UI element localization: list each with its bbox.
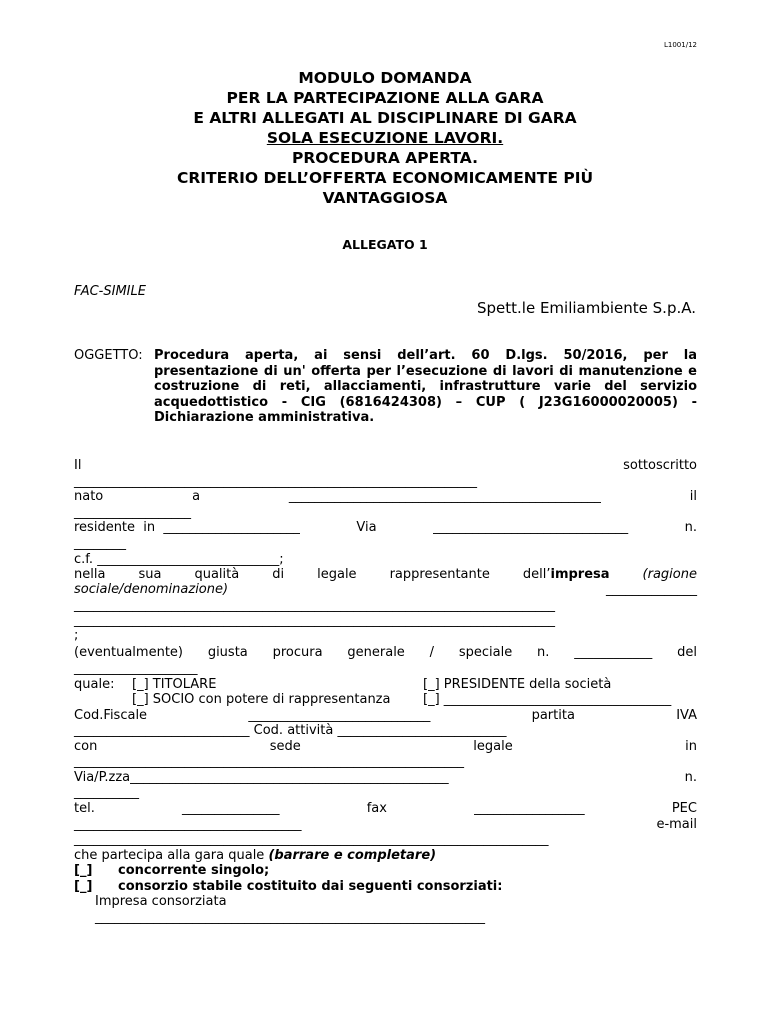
fax-field[interactable]: _________________ bbox=[474, 801, 585, 816]
socio-checkbox[interactable]: [_] SOCIO con potere di rappresentanza bbox=[132, 692, 391, 707]
other-role-checkbox[interactable]: [_] ___________________________________ bbox=[423, 692, 672, 707]
pec-label: PEC bbox=[671, 801, 697, 816]
sede-field[interactable]: ____________________________________________________________ bbox=[74, 754, 464, 769]
impresa-word: impresa bbox=[550, 567, 610, 582]
cf-label: c.f. bbox=[74, 552, 94, 567]
pec-field[interactable]: ___________________________________ bbox=[74, 817, 302, 832]
in-label: in bbox=[143, 520, 156, 535]
civic-number-field[interactable]: __________ bbox=[74, 785, 139, 800]
number-label: n. bbox=[684, 520, 697, 535]
tel-label: tel. bbox=[74, 801, 95, 816]
cf-row bbox=[74, 552, 284, 567]
semicolon: ; bbox=[74, 628, 79, 643]
form-row-viapzza bbox=[74, 770, 697, 785]
eventualmente-word: (eventualmente) bbox=[74, 645, 183, 660]
title-line-7: VANTAGGIOSA bbox=[322, 189, 448, 207]
form-row-pec bbox=[74, 817, 697, 832]
procura-date-field[interactable]: ___________________ bbox=[74, 661, 198, 676]
di-word: di bbox=[272, 567, 285, 582]
concorrente-label: concorrente singolo; bbox=[118, 863, 270, 878]
impresa-consorziata-field[interactable]: ____________________________________________________________ bbox=[95, 910, 485, 925]
form-row-codfisc bbox=[74, 708, 697, 723]
residente-label: residente bbox=[74, 520, 136, 535]
title-line-3: E ALTRI ALLEGATI AL DISCIPLINARE DI GARA bbox=[193, 109, 577, 127]
concorrente-checkbox[interactable]: [_] bbox=[74, 863, 93, 878]
con-word: con bbox=[74, 739, 98, 754]
partita-label: partita bbox=[531, 708, 575, 723]
partecipa-text: che partecipa alla gara quale bbox=[74, 848, 265, 863]
codattivita-row bbox=[74, 723, 506, 738]
cod-fiscale-label: Cod.Fiscale bbox=[74, 708, 148, 723]
form-row-residente bbox=[74, 520, 697, 535]
fac-simile-label: FAC-SIMILE bbox=[74, 284, 146, 299]
generale-word: generale bbox=[347, 645, 405, 660]
title-line-2: PER LA PARTECIPAZIONE ALLA GARA bbox=[226, 89, 544, 107]
form-row-sociale bbox=[74, 582, 697, 597]
procura-number-field[interactable]: ____________ bbox=[574, 645, 653, 660]
oggetto-label: OGGETTO: bbox=[74, 348, 143, 363]
del-word: del bbox=[677, 645, 697, 660]
birthdate-field[interactable]: __________________ bbox=[74, 505, 191, 520]
cod-fiscale-field[interactable]: ____________________________ bbox=[248, 708, 431, 723]
sua-word: sua bbox=[138, 567, 162, 582]
title-line-1: MODULO DOMANDA bbox=[298, 69, 472, 87]
form-row-il bbox=[74, 458, 697, 473]
ragione-word: (ragione bbox=[642, 567, 697, 582]
title-line-5: PROCEDURA APERTA. bbox=[292, 149, 478, 167]
nato-label: nato bbox=[74, 489, 104, 504]
form-row-nato bbox=[74, 489, 697, 504]
document-code: L1001/12 bbox=[664, 41, 697, 49]
allegato-label: ALLEGATO 1 bbox=[342, 237, 428, 252]
via-label: Via bbox=[356, 520, 377, 535]
birthplace-field[interactable]: ________________________________________________ bbox=[288, 489, 601, 504]
concorrente-row bbox=[74, 863, 92, 878]
title-line-6: CRITERIO DELL’OFFERTA ECONOMICAMENTE PIÙ bbox=[176, 169, 594, 187]
barrare-text: (barrare e completare) bbox=[268, 848, 437, 863]
consorzio-label: consorzio stabile costituito dai seguenti consorziati: bbox=[118, 879, 503, 894]
dell-word: dell’ bbox=[522, 567, 551, 582]
via-pzza-label: Via/P.zza bbox=[74, 770, 131, 785]
consorzio-checkbox[interactable]: [_] bbox=[74, 879, 93, 894]
slash: / bbox=[429, 645, 435, 660]
form-row-contacts bbox=[74, 801, 697, 816]
legale-sede-word: legale bbox=[473, 739, 513, 754]
form-row-procura bbox=[74, 645, 697, 660]
via-pzza-field[interactable]: _________________________________________________ bbox=[130, 770, 449, 785]
oggetto-text: Procedura aperta, ai sensi dell’art. 60 D.lgs. 50/2016, per la presentazione di un' offerta per l’esecuzione di lavori di manutenzione e costruzione di reti, allacciamenti, infrastrutture varie del servizio acquedottistico - CIG (6816424308) – CUP ( J23G16000020005) - Dichiarazione amministrativa. bbox=[154, 348, 697, 426]
in-sede-word: in bbox=[685, 739, 697, 754]
cf-field[interactable]: ____________________________; bbox=[97, 552, 284, 567]
cod-attivita-label: Cod. attività bbox=[253, 723, 334, 738]
a-label: a bbox=[192, 489, 201, 504]
fax-label: fax bbox=[366, 801, 387, 816]
legale-word: legale bbox=[317, 567, 357, 582]
via-field[interactable]: ______________________________ bbox=[433, 520, 629, 535]
sottoscritto-field[interactable]: ______________________________________________________________ bbox=[74, 474, 477, 489]
company-name-line-1[interactable]: __________________________________________________________________________ bbox=[74, 598, 555, 613]
title-line-4: SOLA ESECUZIONE LAVORI. bbox=[266, 129, 504, 147]
procura-n-word: n. bbox=[537, 645, 550, 660]
form-row-qualita bbox=[74, 567, 697, 582]
partecipa-row bbox=[74, 848, 436, 863]
email-field[interactable]: _________________________________________________________________________ bbox=[74, 832, 549, 847]
cod-attivita-field[interactable]: __________________________ bbox=[337, 723, 507, 738]
email-label: e-mail bbox=[656, 817, 697, 832]
impresa-consorziata-label: Impresa consorziata bbox=[95, 894, 227, 909]
quale-label: quale: bbox=[74, 677, 115, 692]
procura-word: procura bbox=[272, 645, 323, 660]
company-name-line-2[interactable]: __________________________________________________________________________ bbox=[74, 613, 555, 628]
recipient: Spett.le Emiliambiente S.p.A. bbox=[476, 299, 696, 317]
iva-label: IVA bbox=[676, 708, 697, 723]
rappresentante-word: rappresentante bbox=[389, 567, 490, 582]
sociale-label: sociale/denominazione) bbox=[74, 582, 229, 597]
nella-word: nella bbox=[74, 567, 106, 582]
civic-number-label: n. bbox=[684, 770, 697, 785]
sociale-field[interactable]: ______________ bbox=[606, 582, 697, 597]
consorzio-row bbox=[74, 879, 92, 894]
titolare-checkbox[interactable]: [_] TITOLARE bbox=[132, 677, 217, 692]
qualita-word: qualità bbox=[194, 567, 240, 582]
sottoscritto-label: sottoscritto bbox=[623, 458, 697, 473]
presidente-checkbox[interactable]: [_] PRESIDENTE della società bbox=[423, 677, 612, 692]
form-row-sede bbox=[74, 739, 697, 754]
sede-word: sede bbox=[269, 739, 301, 754]
giusta-word: giusta bbox=[207, 645, 248, 660]
iva-field[interactable]: ___________________________ bbox=[74, 723, 250, 738]
tel-field[interactable]: _______________ bbox=[182, 801, 280, 816]
il-date-label: il bbox=[689, 489, 697, 504]
speciale-word: speciale bbox=[458, 645, 513, 660]
number-field[interactable]: ________ bbox=[74, 536, 126, 551]
residence-field[interactable]: _____________________ bbox=[163, 520, 300, 535]
il-label: Il bbox=[74, 458, 82, 473]
